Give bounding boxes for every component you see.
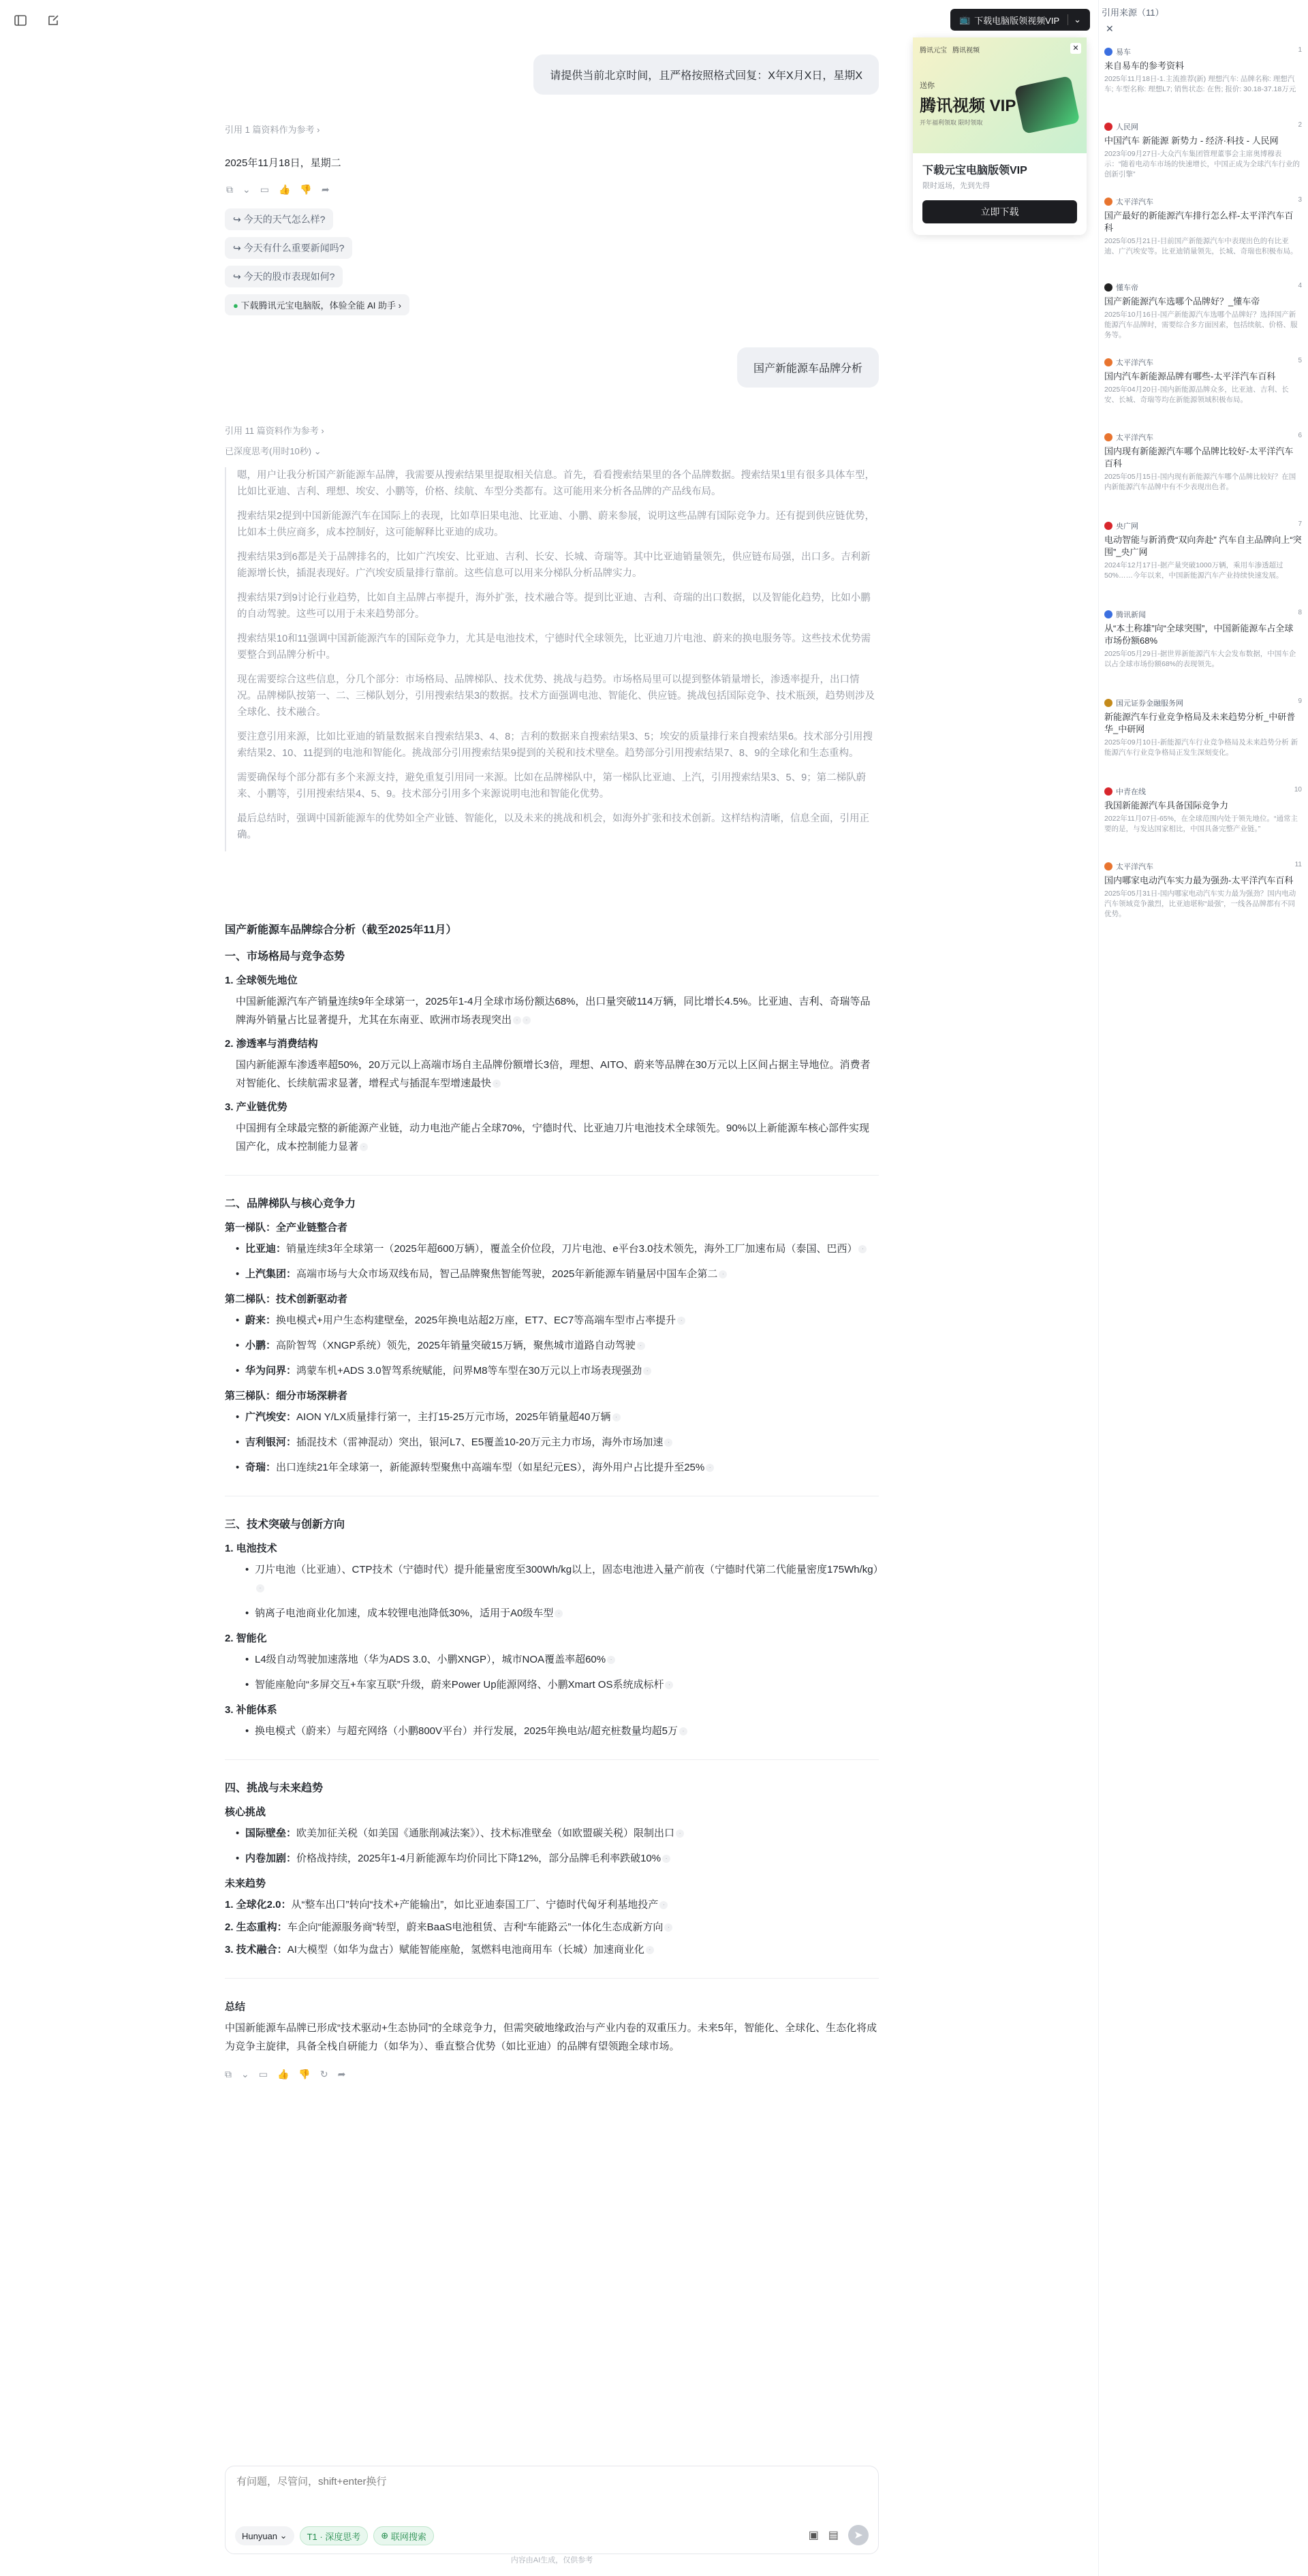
- source-site: 太平洋汽车: [1104, 357, 1302, 368]
- subsection-heading: 1. 电池技术: [225, 1543, 277, 1554]
- source-title[interactable]: 电动智能与新消费“双向奔赴” 汽车自主品牌向上“突围”_央广网: [1104, 535, 1302, 557]
- source-desc: 2025年05月15日-国内现有新能源汽车哪个品牌比较好？在国内新能源汽车品牌中有不少表现出色者。: [1104, 473, 1296, 491]
- close-icon[interactable]: ✕: [1070, 43, 1081, 54]
- list-item: • 国际壁垒：欧美加征关税（如美国《通胀削减法案》）、技术标准壁垒（如欧盟碳关税）限制出口 ·: [236, 1824, 879, 1842]
- vip-download-button[interactable]: [950, 9, 1090, 31]
- source-item[interactable]: [1104, 520, 1302, 581]
- list-item: • L4级自动驾驶加速落地（华为ADS 3.0、小鹏XNGP），城市NOA覆盖率超60% ·: [245, 1650, 879, 1669]
- ad-subtitle: 限时返场，先到先得: [922, 182, 990, 190]
- source-desc: 2024年12月17日-据产量突破1000万辆，乘用车渗透超过50%……今年以来，中国新能源汽车产业持续快速发展。: [1104, 561, 1283, 580]
- model-selector[interactable]: Hunyuan ⌄: [235, 2526, 294, 2545]
- site-logo-icon: [1104, 198, 1112, 206]
- source-title[interactable]: 中国汽车 新能源 新势力 - 经济·科技 - 人民网: [1104, 136, 1279, 146]
- citation-icon: ·: [719, 1270, 727, 1278]
- citation-icon: ·: [677, 1317, 685, 1325]
- section-heading: 二、品牌梯队与核心竞争力: [225, 1198, 356, 1210]
- source-number: 9: [1298, 697, 1302, 705]
- thumbs-down-icon[interactable]: 👎: [300, 184, 312, 195]
- user-message-2: 国产新能源车品牌分析: [737, 347, 879, 388]
- source-item[interactable]: [1104, 357, 1302, 405]
- source-item[interactable]: [1104, 46, 1302, 95]
- site-logo-icon: [1104, 48, 1112, 56]
- source-desc: 2025年05月29日-据世界新能源汽车大会发布数据，中国车企以占全球市场份额68%的表现领先。: [1104, 650, 1296, 668]
- thinking-toggle[interactable]: 已深度思考(用时10秒) ⌄: [225, 446, 322, 456]
- list-item: • 上汽集团：高端市场与大众市场双线布局，智己品牌聚焦智能驾驶，2025年新能源车销量居中国车企第二 ·: [236, 1265, 879, 1283]
- source-site: 太平洋汽车: [1104, 861, 1302, 872]
- summary-heading: 总结: [225, 2001, 246, 2013]
- tier-heading: 第三梯队：细分市场深耕者: [225, 1390, 348, 1402]
- think-paragraph: 现在需要综合这些信息，分几个部分：市场格局、品牌梯队、技术优势、挑战与趋势。市场格局里可以提到整体销量增长，渗透率提升，出口情况。品牌梯队按第一、二、三梯队划分，引用搜索结果3的数据。技术方面强调电池、智能化、供应链。挑战包括国际竞争、技术瓶颈，趋势则涉及全球化、技术融合。: [237, 674, 875, 718]
- answer-actions-1: [226, 184, 330, 195]
- ad-brand-video: 腾讯视频: [952, 47, 980, 54]
- divider: [225, 1175, 879, 1176]
- refresh-icon[interactable]: ↻: [320, 2069, 328, 2079]
- source-item[interactable]: [1104, 697, 1302, 758]
- section-heading: 四、挑战与未来趋势: [225, 1782, 324, 1794]
- citation-icon: ·: [643, 1367, 651, 1375]
- ad-small-text: 开年福利领取 限时领取: [920, 119, 983, 126]
- chevron-down-icon[interactable]: ⌄: [241, 2069, 249, 2079]
- citation-icon: ·: [256, 1584, 264, 1592]
- site-logo-icon: [1104, 283, 1112, 292]
- share-icon[interactable]: ➦: [337, 2069, 346, 2079]
- source-site: 国元证券金融服务网: [1104, 697, 1302, 708]
- suggestion-1[interactable]: ↪ 今天的天气怎么样?: [225, 208, 333, 230]
- source-number: 10: [1294, 786, 1302, 794]
- paragraph: 中国拥有全球最完整的新能源产业链，动力电池产能占全球70%，宁德时代、比亚迪刀片电池技术全球领先。90%以上新能源车核心部件实现国产化，成本控制能力显著 ·: [236, 1122, 870, 1152]
- bookmark-icon[interactable]: ▭: [260, 184, 269, 195]
- source-number: 11: [1294, 861, 1302, 868]
- tier-heading: 第一梯队：全产业链整合者: [225, 1222, 348, 1234]
- think-paragraph: 需要确保每个部分都有多个来源支持，避免重复引用同一来源。比如在品牌梯队中，第一梯队比亚迪、上汽，引用搜索结果3、5、9；第二梯队蔚来、小鹏等，引用搜索结果4、5、9。技术部分引用多个来源说明电池和智能化优势。: [237, 772, 867, 800]
- citation-icon: ·: [612, 1413, 621, 1421]
- source-title[interactable]: 国产新能源汽车选哪个品牌好？_懂车帝: [1104, 296, 1260, 307]
- answer-1: 2025年11月18日，星期二: [225, 157, 341, 169]
- divider: [225, 1978, 879, 1979]
- list-item: • 换电模式（蔚来）与超充网络（小鹏800V平台）并行发展，2025年换电站/超充桩数量均超5万 ·: [245, 1722, 879, 1740]
- citation-icon: ·: [523, 1016, 531, 1024]
- top-toolbar: [12, 12, 61, 29]
- source-number: 8: [1298, 609, 1302, 616]
- summary-text: 中国新能源车品牌已形成“技术驱动+生态协同”的全球竞争力，但需突破地缘政治与产业内卷的双重压力。未来5年，智能化、全球化、生态化将成为竞争主旋律，具备全栈自研能力（如华为）、垂直整合优势（如比亚迪）的品牌有望领跑全球市场。: [225, 2022, 877, 2052]
- source-desc: 2025年11月18日-1.主流推荐(新) 理想汽车: 品牌名称: 理想汽车; 车型名称: 理想L7; 销售状态: 在售; 报价: 30.18-37.18万元: [1104, 75, 1296, 93]
- citation-icon: ·: [555, 1609, 563, 1618]
- source-desc: 2022年11月07日-65%，在全球范围内处于领先地位。“通常主要的是，与发达国家相比，中国具备完整产业链。”: [1104, 815, 1298, 833]
- source-title[interactable]: 国内哪家电动汽车实力最为强劲-太平洋汽车百科: [1104, 875, 1294, 885]
- trend-item: 2. 生态重构：车企向“能源服务商”转型，蔚来BaaS电池租赁、吉利“车能路云”一体化生态成新方向 ·: [225, 1918, 879, 1936]
- thumbs-up-icon[interactable]: 👍: [278, 184, 291, 195]
- source-site: 易车: [1104, 46, 1302, 57]
- list-item: • 蔚来：换电模式+用户生态构建壁垒，2025年换电站超2万座，ET7、EC7等高端车型市占率提升 ·: [236, 1311, 879, 1330]
- close-icon[interactable]: ✕: [1106, 23, 1114, 34]
- refs-link-2[interactable]: 引用 11 篇资料作为参考 ›: [225, 426, 324, 436]
- chevron-down-icon[interactable]: ⌄: [243, 184, 251, 195]
- sidebar-toggle-icon[interactable]: [12, 12, 29, 29]
- subsection-heading: 核心挑战: [225, 1806, 266, 1818]
- refs-link-1[interactable]: 引用 1 篇资料作为参考 ›: [225, 125, 320, 135]
- chat-input-box: [225, 2466, 879, 2554]
- source-desc: 2025年10月16日-国产新能源汽车选哪个品牌好？选择国产新能源汽车品牌时，需要综合多方面因素，包括续航、价格、服务等。: [1104, 311, 1298, 339]
- source-site: 人民网: [1104, 121, 1302, 132]
- paragraph: 国内新能源车渗透率超50%，20万元以上高端市场自主品牌份额增长3倍，理想、AITO、蔚来等品牌在30万元以上区间占据主导地位。消费者对智能化、长续航需求显著，增程式与插混车型增速最快 ·: [236, 1059, 871, 1089]
- list-item: • 比亚迪：销量连续3年全球第一（2025年超600万辆），覆盖全价位段，刀片电池、e平台3.0技术领先，海外工厂加速布局（泰国、巴西） ·: [236, 1240, 879, 1258]
- subsection-heading: 1. 全球领先地位: [225, 975, 298, 986]
- source-site: 腾讯新闻: [1104, 609, 1302, 620]
- divider: [225, 1759, 879, 1760]
- source-desc: 2025年05月31日-国内哪家电动汽车实力最为强劲？国内电动汽车领域竞争激烈，比亚迪堪称“最强”，一线各品牌都有不同优势。: [1104, 890, 1296, 918]
- citation-icon: ·: [664, 1923, 672, 1932]
- citation-icon: ·: [659, 1901, 668, 1909]
- site-logo-icon: [1104, 787, 1112, 796]
- suggestion-2[interactable]: ↪ 今天有什么重要新闻吗?: [225, 237, 352, 259]
- ad-promo: 送你: [920, 82, 935, 90]
- section-heading: 三、技术突破与创新方向: [225, 1519, 345, 1530]
- site-logo-icon: [1104, 522, 1112, 530]
- citation-icon: ·: [662, 1855, 670, 1863]
- subsection-heading: 3. 产业链优势: [225, 1101, 287, 1113]
- list-item: • 广汽埃安：AION Y/LX质量排行第一，主打15-25万元市场，2025年销量超40万辆 ·: [236, 1408, 879, 1426]
- chat-input[interactable]: [236, 2476, 863, 2487]
- citation-icon: ·: [664, 1439, 672, 1447]
- source-number: 7: [1298, 520, 1302, 528]
- file-upload-icon[interactable]: ▤: [828, 2530, 839, 2541]
- list-item: • 小鹏：高阶智驾（XNGP系统）领先，2025年销量突破15万辆，聚焦城市道路自动驾驶 ·: [236, 1336, 879, 1355]
- citation-icon: ·: [676, 1829, 684, 1838]
- ad-title: 下载元宝电脑版领VIP: [922, 165, 1027, 176]
- trend-item: 1. 全球化2.0：从“整车出口”转向“技术+产能输出”，如比亚迪泰国工厂、宁德时代匈牙利基地投产 ·: [225, 1896, 879, 1914]
- site-logo-icon: [1104, 123, 1112, 131]
- paragraph: 中国新能源汽车产销量连续9年全球第一，2025年1-4月全球市场份额达68%，出口量突破114万辆，同比增长4.5%。比亚迪、吉利、奇瑞等品牌海外销量占比显著提升，尤其在东南亚、欧洲市场表现突出 · ·: [236, 996, 871, 1026]
- site-logo-icon: [1104, 610, 1112, 618]
- tier-heading: 第二梯队：技术创新驱动者: [225, 1293, 348, 1305]
- source-number: 1: [1298, 46, 1302, 54]
- source-site: 太平洋汽车: [1104, 196, 1302, 207]
- list-item: • 奇瑞：出口连续21年全球第一，新能源转型聚焦中高端车型（如星纪元ES），海外用户占比提升至25% ·: [236, 1458, 879, 1477]
- copy-icon[interactable]: ⧉: [225, 2069, 232, 2079]
- source-item[interactable]: [1104, 121, 1302, 178]
- citation-icon: ·: [360, 1143, 368, 1151]
- source-desc: 2023年09月27日-大众汽车集团管理董事会主席奥博穆表示：“随着电动车市场的快速增长，中国正成为全球汽车行业的创新引擎”: [1104, 150, 1300, 178]
- source-title[interactable]: 来自易车的参考资料: [1104, 61, 1185, 71]
- ad-banner: [913, 37, 1087, 153]
- source-item[interactable]: [1104, 786, 1302, 834]
- source-item[interactable]: [1104, 432, 1302, 492]
- share-icon[interactable]: ➦: [321, 184, 330, 195]
- citation-icon: ·: [858, 1245, 867, 1253]
- deep-think-toggle[interactable]: T1 · 深度思考: [300, 2526, 369, 2545]
- section-heading: 一、市场格局与竞争态势: [225, 951, 345, 962]
- site-logo-icon: [1104, 433, 1112, 441]
- source-number: 5: [1298, 357, 1302, 364]
- source-number: 4: [1298, 282, 1302, 289]
- send-button[interactable]: ➤: [848, 2525, 869, 2545]
- think-paragraph: 搜索结果2提到中国新能源汽车在国际上的表现，比如草旧果电池、比亚迪、小鹏、蔚来参展，说明这些品牌有国际竞争力。还有提到供应链优势，比如本土供应商多，成本控制好，这可能解释比亚迪的成功。: [237, 511, 875, 538]
- vip-card-icon: [1014, 76, 1080, 134]
- source-title[interactable]: 我国新能源汽车具备国际竞争力: [1104, 800, 1229, 811]
- answer-2: [225, 913, 884, 2084]
- source-title[interactable]: 从“本土称雄”向“全球突围”，中国新能源车占全球市场份额68%: [1104, 623, 1294, 646]
- source-site: 中青在线: [1104, 786, 1302, 797]
- source-item[interactable]: [1104, 196, 1302, 257]
- site-logo-icon: [1104, 862, 1112, 870]
- yuanbao-logo-icon: ●: [233, 300, 238, 311]
- source-item[interactable]: [1104, 609, 1302, 670]
- think-paragraph: 搜索结果7到9讨论行业趋势，比如自主品牌占率提升，海外扩张，技术融合等。提到比亚迪、吉利、奇瑞的出口数据，以及智能化趋势，比如小鹏的自动驾驶。这些可以用于未来趋势部分。: [237, 593, 871, 620]
- citation-icon: ·: [679, 1727, 687, 1735]
- site-logo-icon: [1104, 358, 1112, 366]
- source-number: 3: [1298, 196, 1302, 204]
- think-paragraph: 搜索结果3到6都是关于品牌排名的，比如广汽埃安、比亚迪、吉利、长安、长城、奇瑞等。其中比亚迪销量领先，供应链布局强，出口多。吉利新能源增长快，插混表现好。广汽埃安质量排行靠前。这些信息可以用来分梯队分析品牌实力。: [237, 552, 871, 579]
- ad-card[interactable]: [913, 37, 1087, 235]
- think-paragraph: 要注意引用来源，比如比亚迪的销量数据来自搜索结果3、4、8；吉利的数据来自搜索结果3、5；埃安的质量排行来自搜索结果6。技术部分引用搜索结果2、10、11提到的电池和智能化。挑战部分引用搜索结果9提到的关税和技术壁垒。趋势部分引用搜索结果7、8、9的全球化和生态重构。: [237, 732, 873, 759]
- source-title[interactable]: 国产最好的新能源汽车排行怎么样-太平洋汽车百科: [1104, 210, 1294, 233]
- citation-icon: ·: [513, 1016, 521, 1024]
- site-logo-icon: [1104, 699, 1112, 707]
- source-desc: 2025年05月21日-目前国产新能源汽车中表现出色的有比亚迪、广汽埃安等。比亚迪销量领先，长城、奇瑞也积极布局。: [1104, 237, 1298, 255]
- ad-brand-yuanbao: 腾讯元宝: [920, 47, 947, 54]
- source-site: 太平洋汽车: [1104, 432, 1302, 443]
- globe-icon: ⊕: [381, 2530, 389, 2541]
- source-desc: 2025年09月10日-新能源汽车行业竞争格局及未来趋势分析 新能源汽车行业竞争格局正发生深刻变化。: [1104, 738, 1298, 757]
- tv-icon: 📺: [959, 14, 971, 25]
- web-search-toggle[interactable]: ⊕ 联网搜索: [373, 2526, 434, 2545]
- source-site: 央广网: [1104, 520, 1302, 531]
- thumbs-up-icon[interactable]: 👍: [277, 2069, 290, 2079]
- source-title[interactable]: 国内汽车新能源品牌有哪些-太平洋汽车百科: [1104, 371, 1276, 381]
- citation-icon: ·: [637, 1342, 645, 1350]
- source-item[interactable]: [1104, 282, 1302, 339]
- ad-download-button[interactable]: 立即下载: [922, 200, 1077, 223]
- citation-icon: ·: [665, 1681, 673, 1689]
- image-upload-icon[interactable]: ▣: [808, 2530, 819, 2541]
- source-number: 6: [1298, 432, 1302, 439]
- sources-panel: [1098, 0, 1308, 2576]
- download-app-link[interactable]: ● 下载腾讯元宝电脑版，体验全能 AI 助手 ›: [225, 294, 409, 315]
- list-item: • 吉利银河：插混技术（雷神混动）突出，银河L7、E5覆盖10-20万元主力市场，海外市场加速 ·: [236, 1433, 879, 1451]
- source-item[interactable]: [1104, 861, 1302, 918]
- sources-title: 引用来源（11）: [1102, 7, 1164, 18]
- vip-button-label: 下载电脑版领视频VIP: [974, 15, 1060, 26]
- source-title[interactable]: 国内现有新能源汽车哪个品牌比较好-太平洋汽车百科: [1104, 446, 1294, 469]
- ad-headline: 腾讯视频 VIP: [920, 97, 1016, 115]
- disclaimer: 内容由AI生成，仅供参考: [510, 2556, 593, 2564]
- thinking-content: [225, 467, 879, 851]
- subsection-heading: 2. 渗透率与消费结构: [225, 1038, 318, 1050]
- new-chat-icon[interactable]: [45, 12, 61, 29]
- citation-icon: ·: [493, 1080, 501, 1088]
- citation-icon: ·: [607, 1656, 615, 1664]
- source-title[interactable]: 新能源汽车行业竞争格局及未来趋势分析_中研普华_中研网: [1104, 712, 1296, 734]
- list-item: • 华为问界：鸿蒙车机+ADS 3.0智驾系统赋能，问界M8等车型在30万元以上市场表现强劲 ·: [236, 1362, 879, 1380]
- list-item: • 智能座舱向“多屏交互+车家互联”升级，蔚来Power Up能源网络、小鹏Xmart OS系统成标杆 ·: [245, 1676, 879, 1694]
- thumbs-down-icon[interactable]: 👎: [298, 2069, 311, 2079]
- subsection-heading: 未来趋势: [225, 1878, 266, 1889]
- trend-item: 3. 技术融合：AI大模型（如华为盘古）赋能智能座舱，氢燃料电池商用车（长城）加速商业化 ·: [225, 1941, 879, 1959]
- suggestion-3[interactable]: ↪ 今天的股市表现如何?: [225, 266, 343, 287]
- chevron-down-icon[interactable]: ⌄: [1068, 14, 1081, 25]
- bookmark-icon[interactable]: ▭: [258, 2069, 268, 2079]
- think-paragraph: 最后总结时，强调中国新能源车的优势如全产业链、智能化，以及未来的挑战和机会，如海外扩张和技术创新。这样结构清晰，信息全面，引用正确。: [237, 813, 869, 841]
- user-message-1: 请提供当前北京时间，且严格按照格式回复：X年X月X日，星期X: [533, 54, 879, 95]
- subsection-heading: 2. 智能化: [225, 1633, 267, 1644]
- source-number: 2: [1298, 121, 1302, 129]
- source-desc: 2025年04月20日-国内新能源品牌众多，比亚迪、吉利、长安、长城、奇瑞等均在新能源领域积极布局。: [1104, 386, 1289, 404]
- think-paragraph: 嗯，用户让我分析国产新能源车品牌，我需要从搜索结果里提取相关信息。首先，看看搜索结果里的各个品牌数据。搜索结果1里有很多具体车型，比如比亚迪、吉利、理想、埃安、小鹏等，价格、续航、车型分类都有。这可能用来分析各品牌的产品线布局。: [237, 470, 875, 497]
- answer-actions-2: [225, 2065, 879, 2084]
- citation-icon: ·: [706, 1464, 714, 1472]
- list-item: • 钠离子电池商业化加速，成本较锂电池降低30%，适用于A0级车型 ·: [245, 1604, 879, 1622]
- subsection-heading: 3. 补能体系: [225, 1704, 277, 1716]
- list-item: • 刀片电池（比亚迪）、CTP技术（宁德时代）提升能量密度至300Wh/kg以上，固态电池进入量产前夜（宁德时代第二代能量密度175Wh/kg）·: [245, 1560, 879, 1597]
- citation-icon: ·: [646, 1946, 654, 1954]
- answer-title: 国产新能源车品牌综合分析（截至2025年11月）: [225, 924, 457, 936]
- copy-icon[interactable]: ⧉: [226, 184, 233, 195]
- think-paragraph: 搜索结果10和11强调中国新能源汽车的国际竞争力，尤其是电池技术，宁德时代全球领先，比亚迪刀片电池、蔚来的换电服务等。这些技术优势需要整合到品牌分析中。: [237, 633, 871, 661]
- source-site: 懂车帝: [1104, 282, 1302, 293]
- list-item: • 内卷加剧：价格战持续，2025年1-4月新能源车均价同比下降12%，部分品牌毛利率跌破10% ·: [236, 1849, 879, 1868]
